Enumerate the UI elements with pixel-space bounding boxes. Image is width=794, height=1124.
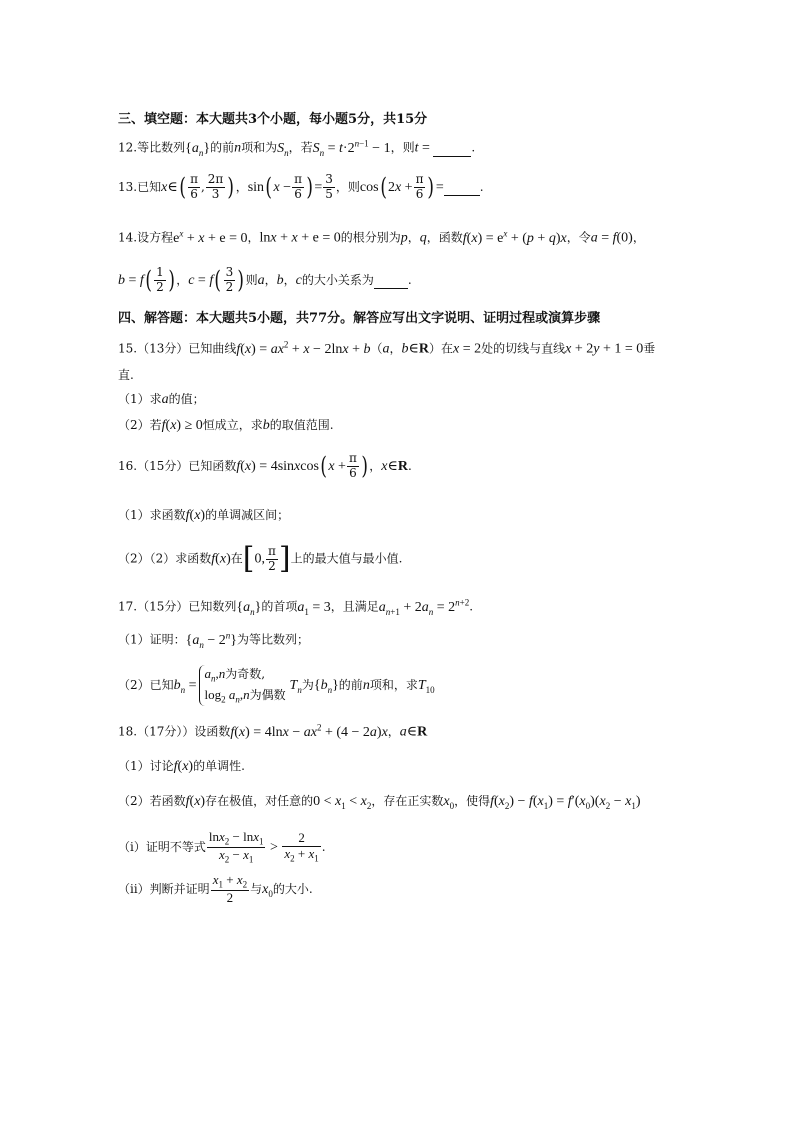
text: 项和，求 <box>369 678 418 693</box>
text: ，函数 <box>426 230 463 245</box>
text: ， <box>283 272 296 287</box>
question-14-continued <box>118 266 412 295</box>
piecewise-definition: $a_n,n$为奇数, $\log_2 a_n,n$为偶数 <box>199 665 286 706</box>
math: $T_n$ <box>289 678 302 695</box>
text: （1）讨论 <box>118 759 174 773</box>
text: ， <box>176 272 189 287</box>
text: 已知 <box>137 179 162 194</box>
question-18 <box>118 722 427 741</box>
math: a = f(0) <box>590 230 633 246</box>
math: $\frac{2\pi}{3}$ <box>207 172 224 201</box>
question-14 <box>118 228 645 247</box>
text: 的值； <box>168 392 205 406</box>
math: $\frac{\pi}{6}$ <box>294 172 302 201</box>
text: 的大小关系为 <box>301 272 374 287</box>
math: a <box>382 341 390 357</box>
math: n <box>234 140 242 156</box>
text: （1）证明： <box>118 632 186 647</box>
math: b∈R <box>401 341 429 357</box>
text: ， <box>264 272 277 287</box>
answer-blank[interactable] <box>444 180 480 196</box>
math: 2x + <box>387 179 413 195</box>
math: ( <box>179 173 186 202</box>
math: $\frac{x_1 + x_2}{2}$ <box>212 872 248 905</box>
question-15-part-2 <box>118 417 334 435</box>
math: $S_n$ <box>277 140 289 158</box>
text: ， <box>369 458 382 473</box>
question-17-part-1 <box>118 630 309 651</box>
math: $f(x) = ax^2 + x - 2\ln x + b$ <box>236 339 371 357</box>
math: $\frac{3}{5}$ <box>325 172 333 201</box>
text: 等比数列 <box>137 140 186 155</box>
math: f(x) = 4sinxcos <box>236 458 319 474</box>
text: 为 <box>301 678 314 693</box>
math: c = f <box>188 272 214 288</box>
question-15-part-1 <box>118 391 205 409</box>
math: b <box>262 418 270 433</box>
text: 上的最大值与最小值. <box>290 551 403 566</box>
text: . <box>407 458 412 473</box>
text: ， <box>247 230 260 245</box>
math: $\frac{\ln x_2 - \ln x_1}{x_2 - x_1}$ <box>208 829 264 865</box>
text: 为偶数 <box>249 687 286 702</box>
math: $\frac{\pi}{6}$ <box>348 451 357 480</box>
text: . <box>407 272 412 287</box>
math: $\{a_n - 2^n\}$ <box>185 630 238 650</box>
math: $T_{10}$ <box>417 678 435 695</box>
text: ， <box>632 230 645 245</box>
math: x + 2y + 1 = 0 <box>565 341 644 357</box>
question-number: 13. <box>118 179 138 194</box>
math: a <box>161 392 169 407</box>
question-16-part-1 <box>118 507 289 525</box>
text: （ⅰ）证明不等式 <box>118 839 206 854</box>
text: ，令 <box>566 230 591 245</box>
math: $f(x_2) - f(x_1) = f'(x_0)(x_2 - x_1)$ <box>490 794 641 811</box>
math: ) <box>227 173 235 202</box>
math: $0 < x_1 < x_2$ <box>313 794 372 811</box>
math: $\frac{2}{x_2 + x_1}$ <box>284 830 319 864</box>
text: 垂 <box>643 341 656 356</box>
text: 的根分别为 <box>340 230 401 245</box>
text: 则 <box>245 272 258 287</box>
text: （ <box>370 341 383 356</box>
math: $\{a_n\}$ <box>185 140 211 158</box>
math: ) <box>168 266 175 295</box>
math: $\{b_n\}$ <box>313 678 339 695</box>
text: （ⅱ）判断并证明 <box>118 881 210 896</box>
question-18-part-2 <box>118 793 640 812</box>
math: x∈R <box>381 458 408 474</box>
math: x + <box>328 458 346 474</box>
math: b <box>276 272 284 288</box>
math: $\{a_n\}$ <box>236 599 262 617</box>
text: ， <box>407 230 420 245</box>
text: 恒成立，求 <box>202 418 263 432</box>
text: 的前 <box>210 140 235 155</box>
math: ) <box>361 452 368 481</box>
math: > <box>266 839 282 855</box>
math: f(x) <box>185 508 206 523</box>
text: 与 <box>250 881 263 896</box>
math: $\frac{\pi}{2}$ <box>267 543 276 573</box>
question-18-part-1 <box>118 758 245 776</box>
math: [ <box>242 541 255 576</box>
text: 为等比数列； <box>237 632 310 647</box>
text: 设方程 <box>137 230 174 245</box>
text: ，且满足 <box>330 599 379 614</box>
text: 15.（13分）已知曲线 <box>118 341 237 356</box>
math: ( <box>320 452 327 481</box>
text: 的单调减区间； <box>205 508 290 522</box>
text: ，使得 <box>454 794 491 808</box>
text: （1）求 <box>118 392 162 406</box>
math: f(x) <box>173 759 194 774</box>
math: x∈ <box>161 179 178 195</box>
math: $\frac{\pi}{6}$ <box>190 172 198 201</box>
math: f(x) <box>185 794 206 809</box>
text: . <box>469 599 474 614</box>
math: $e^x + x + e = 0$ <box>173 228 248 246</box>
text: ，若 <box>288 140 313 155</box>
question-17 <box>118 597 473 618</box>
text: 存在极值，对任意的 <box>205 794 314 808</box>
text: 为奇数, <box>225 667 266 681</box>
question-12 <box>118 138 475 159</box>
math: c <box>295 272 302 288</box>
question-15 <box>118 339 655 358</box>
math: $a_{n+1} + 2a_n = 2^{n+2}$ <box>378 597 470 617</box>
math: n <box>362 678 370 694</box>
math: sin <box>247 179 265 195</box>
math: ( <box>265 173 273 202</box>
math: lnx + x + e = 0 <box>259 230 341 246</box>
question-number: 14. <box>118 230 138 245</box>
math: $x_0$ <box>262 881 273 899</box>
text: . <box>321 839 326 854</box>
text: 18.（17分））设函数 <box>118 724 231 739</box>
text: 在 <box>230 551 243 566</box>
text: . <box>471 140 476 155</box>
math: x = 2 <box>453 341 482 357</box>
text: ）在 <box>429 341 454 356</box>
section-4-title: 四、解答题：本大题共5小题，共77分。解答应写出文字说明、证明过程或演算步骤 <box>118 311 601 326</box>
section-3-title: 三、填空题：本大题共3个小题，每小题5分，共15分 <box>118 112 428 127</box>
text: 的单调性. <box>193 759 245 773</box>
math: cos <box>359 179 379 195</box>
math: ( <box>214 266 222 295</box>
text: . <box>479 179 484 194</box>
text: 的取值范围. <box>269 418 334 432</box>
text: （2）若 <box>118 418 162 432</box>
text: （1）求函数 <box>118 508 186 522</box>
question-18-part-i <box>118 830 326 865</box>
math: = <box>418 140 434 156</box>
math: = <box>435 179 444 195</box>
math: f(x) <box>211 551 231 567</box>
math: q <box>419 230 427 246</box>
text: 的前 <box>338 678 363 693</box>
math: $a_1 = 3$ <box>297 599 331 617</box>
text: 项和为 <box>241 140 278 155</box>
math: x − <box>273 179 292 195</box>
math: $x_0$ <box>443 794 455 811</box>
question-13: 13.已知x∈( $\frac{\pi}{6}$ , $\frac{2\pi}{3}$ )，sin(x − $\frac{\pi}{6}$ )= $\frac{3}{5}$ ，则cos(2x + $\frac{\pi}{6}$ )= . <box>118 172 484 202</box>
text: 16.（15分）已知函数 <box>118 458 237 473</box>
text: ， <box>389 341 402 356</box>
math: ] <box>278 541 291 576</box>
math: ) <box>306 173 313 202</box>
math: p <box>400 230 408 246</box>
math: $b_n$ = <box>173 678 197 695</box>
text: （2）若函数 <box>118 794 186 808</box>
question-16-part-2 <box>118 541 403 576</box>
math: ) <box>427 173 435 202</box>
text: 处的切线与直线 <box>481 341 566 356</box>
text: 的大小. <box>272 881 313 896</box>
text: ， <box>387 724 400 739</box>
text: 的首项 <box>261 599 298 614</box>
question-18-part-ii <box>118 873 313 906</box>
question-17-part-2 <box>118 665 435 706</box>
question-16 <box>118 452 412 481</box>
question-15-continued: 直. <box>118 368 134 382</box>
text: ，则 <box>335 179 360 194</box>
math: a <box>257 272 265 288</box>
math: $\frac{\pi}{6}$ <box>415 172 424 201</box>
math: a∈R <box>399 724 428 740</box>
math: $f(x) = e^x + (p + q)x$ <box>462 228 567 246</box>
math: $f(x) = 4\ln x - ax^2 + (4 - 2a)x$ <box>230 722 388 740</box>
answer-blank[interactable] <box>374 273 408 289</box>
math: b = f <box>118 272 144 288</box>
answer-blank[interactable] <box>433 141 471 157</box>
text: ， <box>235 179 248 194</box>
math: ) <box>237 266 245 295</box>
math: ( <box>379 173 387 202</box>
text: 17.（15分）已知数列 <box>118 599 237 614</box>
math: $\frac{1}{2}$ <box>156 265 164 294</box>
question-number: 12. <box>118 140 138 155</box>
math: $S_n = t\cdot 2^{n-1} - 1$ <box>312 138 391 158</box>
text: （2）（2）求函数 <box>118 551 212 566</box>
math: ( <box>145 266 152 295</box>
text: ，则 <box>390 140 415 155</box>
text: （2）已知 <box>118 678 174 693</box>
math: 0, <box>254 551 265 567</box>
math: t <box>414 140 419 156</box>
math: f(x) ≥ 0 <box>161 418 203 433</box>
math: = <box>314 179 323 195</box>
math: $\frac{3}{2}$ <box>225 265 234 294</box>
text: ，存在正实数 <box>371 794 444 808</box>
